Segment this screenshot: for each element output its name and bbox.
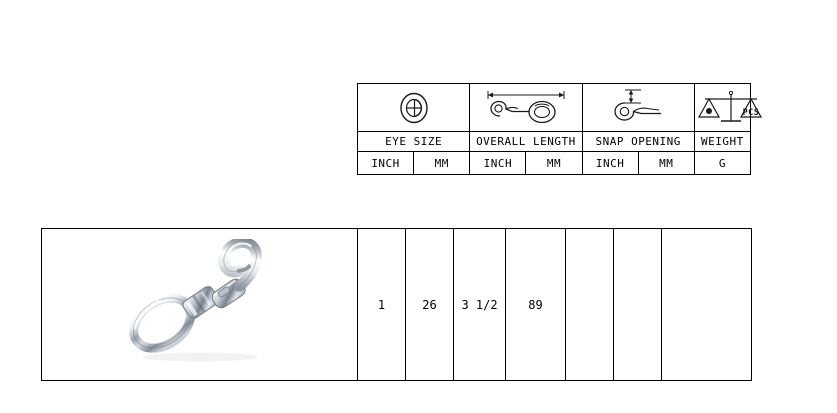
cell-weight-g: [662, 229, 752, 381]
weight-unit-g: G: [694, 152, 750, 175]
eye-size-icon: [358, 87, 469, 129]
snap-opening-label: SNAP OPENING: [582, 132, 694, 152]
cell-eye-size-inch: 1: [358, 229, 406, 381]
cell-eye-size-mm: 26: [406, 229, 454, 381]
eye-size-icon-cell: [358, 84, 470, 132]
overall-length-icon-cell: [470, 84, 582, 132]
snap-opening-icon-cell: [582, 84, 694, 132]
eye-size-label: EYE SIZE: [358, 132, 470, 152]
spec-unit-row: [358, 152, 751, 175]
cell-overall-length-mm: 89: [506, 229, 566, 381]
eye-size-unit-inch: INCH: [358, 152, 414, 175]
cell-snap-opening-mm: [614, 229, 662, 381]
weight-scale-icon: [695, 87, 760, 129]
weight-icon-pcs-label: PCS: [742, 107, 760, 118]
spec-header-table: [357, 83, 760, 175]
cell-snap-opening-inch: [566, 229, 614, 381]
product-image-cell: [42, 229, 358, 381]
table-row: [42, 229, 752, 381]
overall-length-icon: [470, 86, 581, 130]
weight-icon-cell: [694, 84, 760, 132]
overall-length-unit-mm: MM: [526, 152, 582, 175]
product-data-table: [41, 228, 752, 381]
overall-length-unit-inch: INCH: [470, 152, 526, 175]
swivel-snap-hook-photo: [42, 239, 357, 371]
weight-label: WEIGHT: [694, 132, 750, 152]
snap-opening-unit-inch: INCH: [582, 152, 638, 175]
cell-overall-length-inch: 3 1/2: [454, 229, 506, 381]
snap-opening-unit-mm: MM: [638, 152, 694, 175]
spec-name-row: [358, 132, 751, 152]
eye-size-unit-mm: MM: [414, 152, 470, 175]
snap-opening-icon: [583, 86, 694, 130]
overall-length-label: OVERALL LENGTH: [470, 132, 582, 152]
spec-icon-row: [358, 84, 751, 132]
